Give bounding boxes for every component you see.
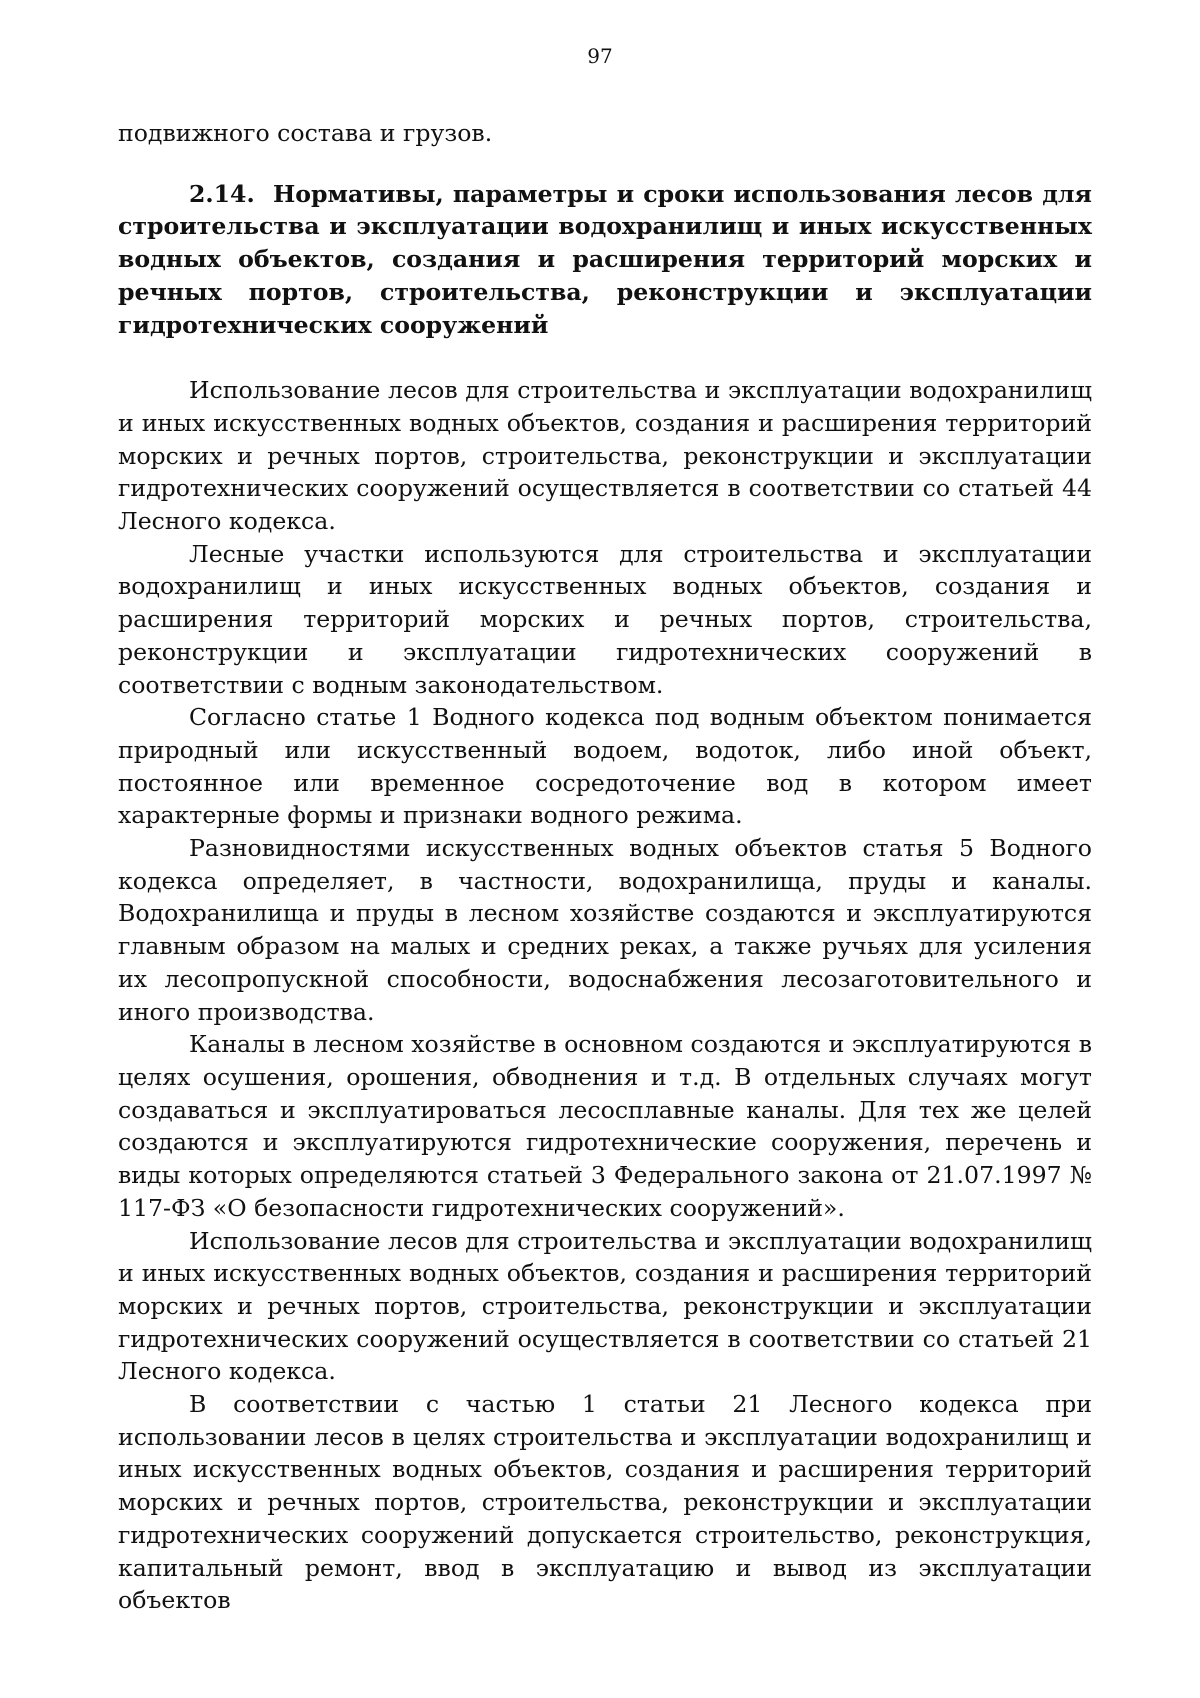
paragraph-7: В соответствии с частью 1 статьи 21 Лесного кодекса при использовании лесов в целях строительства и эксплуатации водохранилищ и иных искусственных водных объектов, создания и расширения территорий морских и речных портов, строительства, реконструкции и эксплуатации гидротехнических сооружений допускается строительство, реконструкция, капитальный ремонт, ввод в эксплуатацию и вывод из эксплуатации объектов xyxy=(118,1390,1092,1615)
paragraph-4: Разновидностями искусственных водных объектов статья 5 Водного кодекса определяет, в частности, водохранилища, пруды и каналы. Водохранилища и пруды в лесном хозяйстве создаются и эксплуатируются главным образом на малых и средних реках, а также ручьях для усиления их лесопропускной способности, водоснабжения лесозаготовительного и иного производства. xyxy=(118,834,1092,1026)
page-content xyxy=(118,117,1092,1617)
paragraph-6: Использование лесов для строительства и эксплуатации водохранилищ и иных искусственных водных объектов, создания и расширения территорий морских и речных портов, строительства, реконструкции и эксплуатации гидротехнических сооружений осуществляется в соответствии со статьей 21 Лесного кодекса. xyxy=(118,1226,1092,1386)
continued-text: подвижного состава и грузов. xyxy=(118,119,493,147)
paragraph-5: Каналы в лесном хозяйстве в основном создаются и эксплуатируются в целях осушения, орошения, обводнения и т.д. В отдельных случаях могут создаваться и эксплуатироваться лесосплавные каналы. Для тех же целей создаются и эксплуатируются гидротехнические сооружения, перечень и виды которых определяются статьей 3 Федерального закона от 21.07.1997 № 117-ФЗ «О безопасности гидротехнических сооружений». xyxy=(118,1030,1092,1222)
section-heading xyxy=(118,178,1092,342)
section-number: 2.14. xyxy=(189,179,255,208)
page-number: 97 xyxy=(587,44,613,68)
paragraph-2: Лесные участки используются для строительства и эксплуатации водохранилищ и иных искусственных водных объектов, создания и расширения территорий морских и речных портов, строительства, реконструкции и эксплуатации гидротехнических сооружений в соответствии с водным законодательством. xyxy=(118,539,1092,699)
body-text xyxy=(118,374,1092,1617)
paragraph-1: Использование лесов для строительства и эксплуатации водохранилищ и иных искусственных водных объектов, создания и расширения территорий морских и речных портов, строительства, реконструкции и эксплуатации гидротехнических сооружений осуществляется в соответствии со статьей 44 Лесного кодекса. xyxy=(118,376,1092,536)
paragraph-3: Согласно статье 1 Водного кодекса под водным объектом понимается природный или искусственный водоем, водоток, либо иной объект, постоянное или временное сосредоточение вод в котором имеет характерные формы и признаки водного режима. xyxy=(118,703,1092,830)
section-title: Нормативы, параметры и сроки использования лесов для строительства и эксплуатации водохранилищ и иных искусственных водных объектов, создания и расширения территорий морских и речных портов, строительства, реконструкции и эксплуатации гидротехнических сооружений xyxy=(118,179,1092,339)
